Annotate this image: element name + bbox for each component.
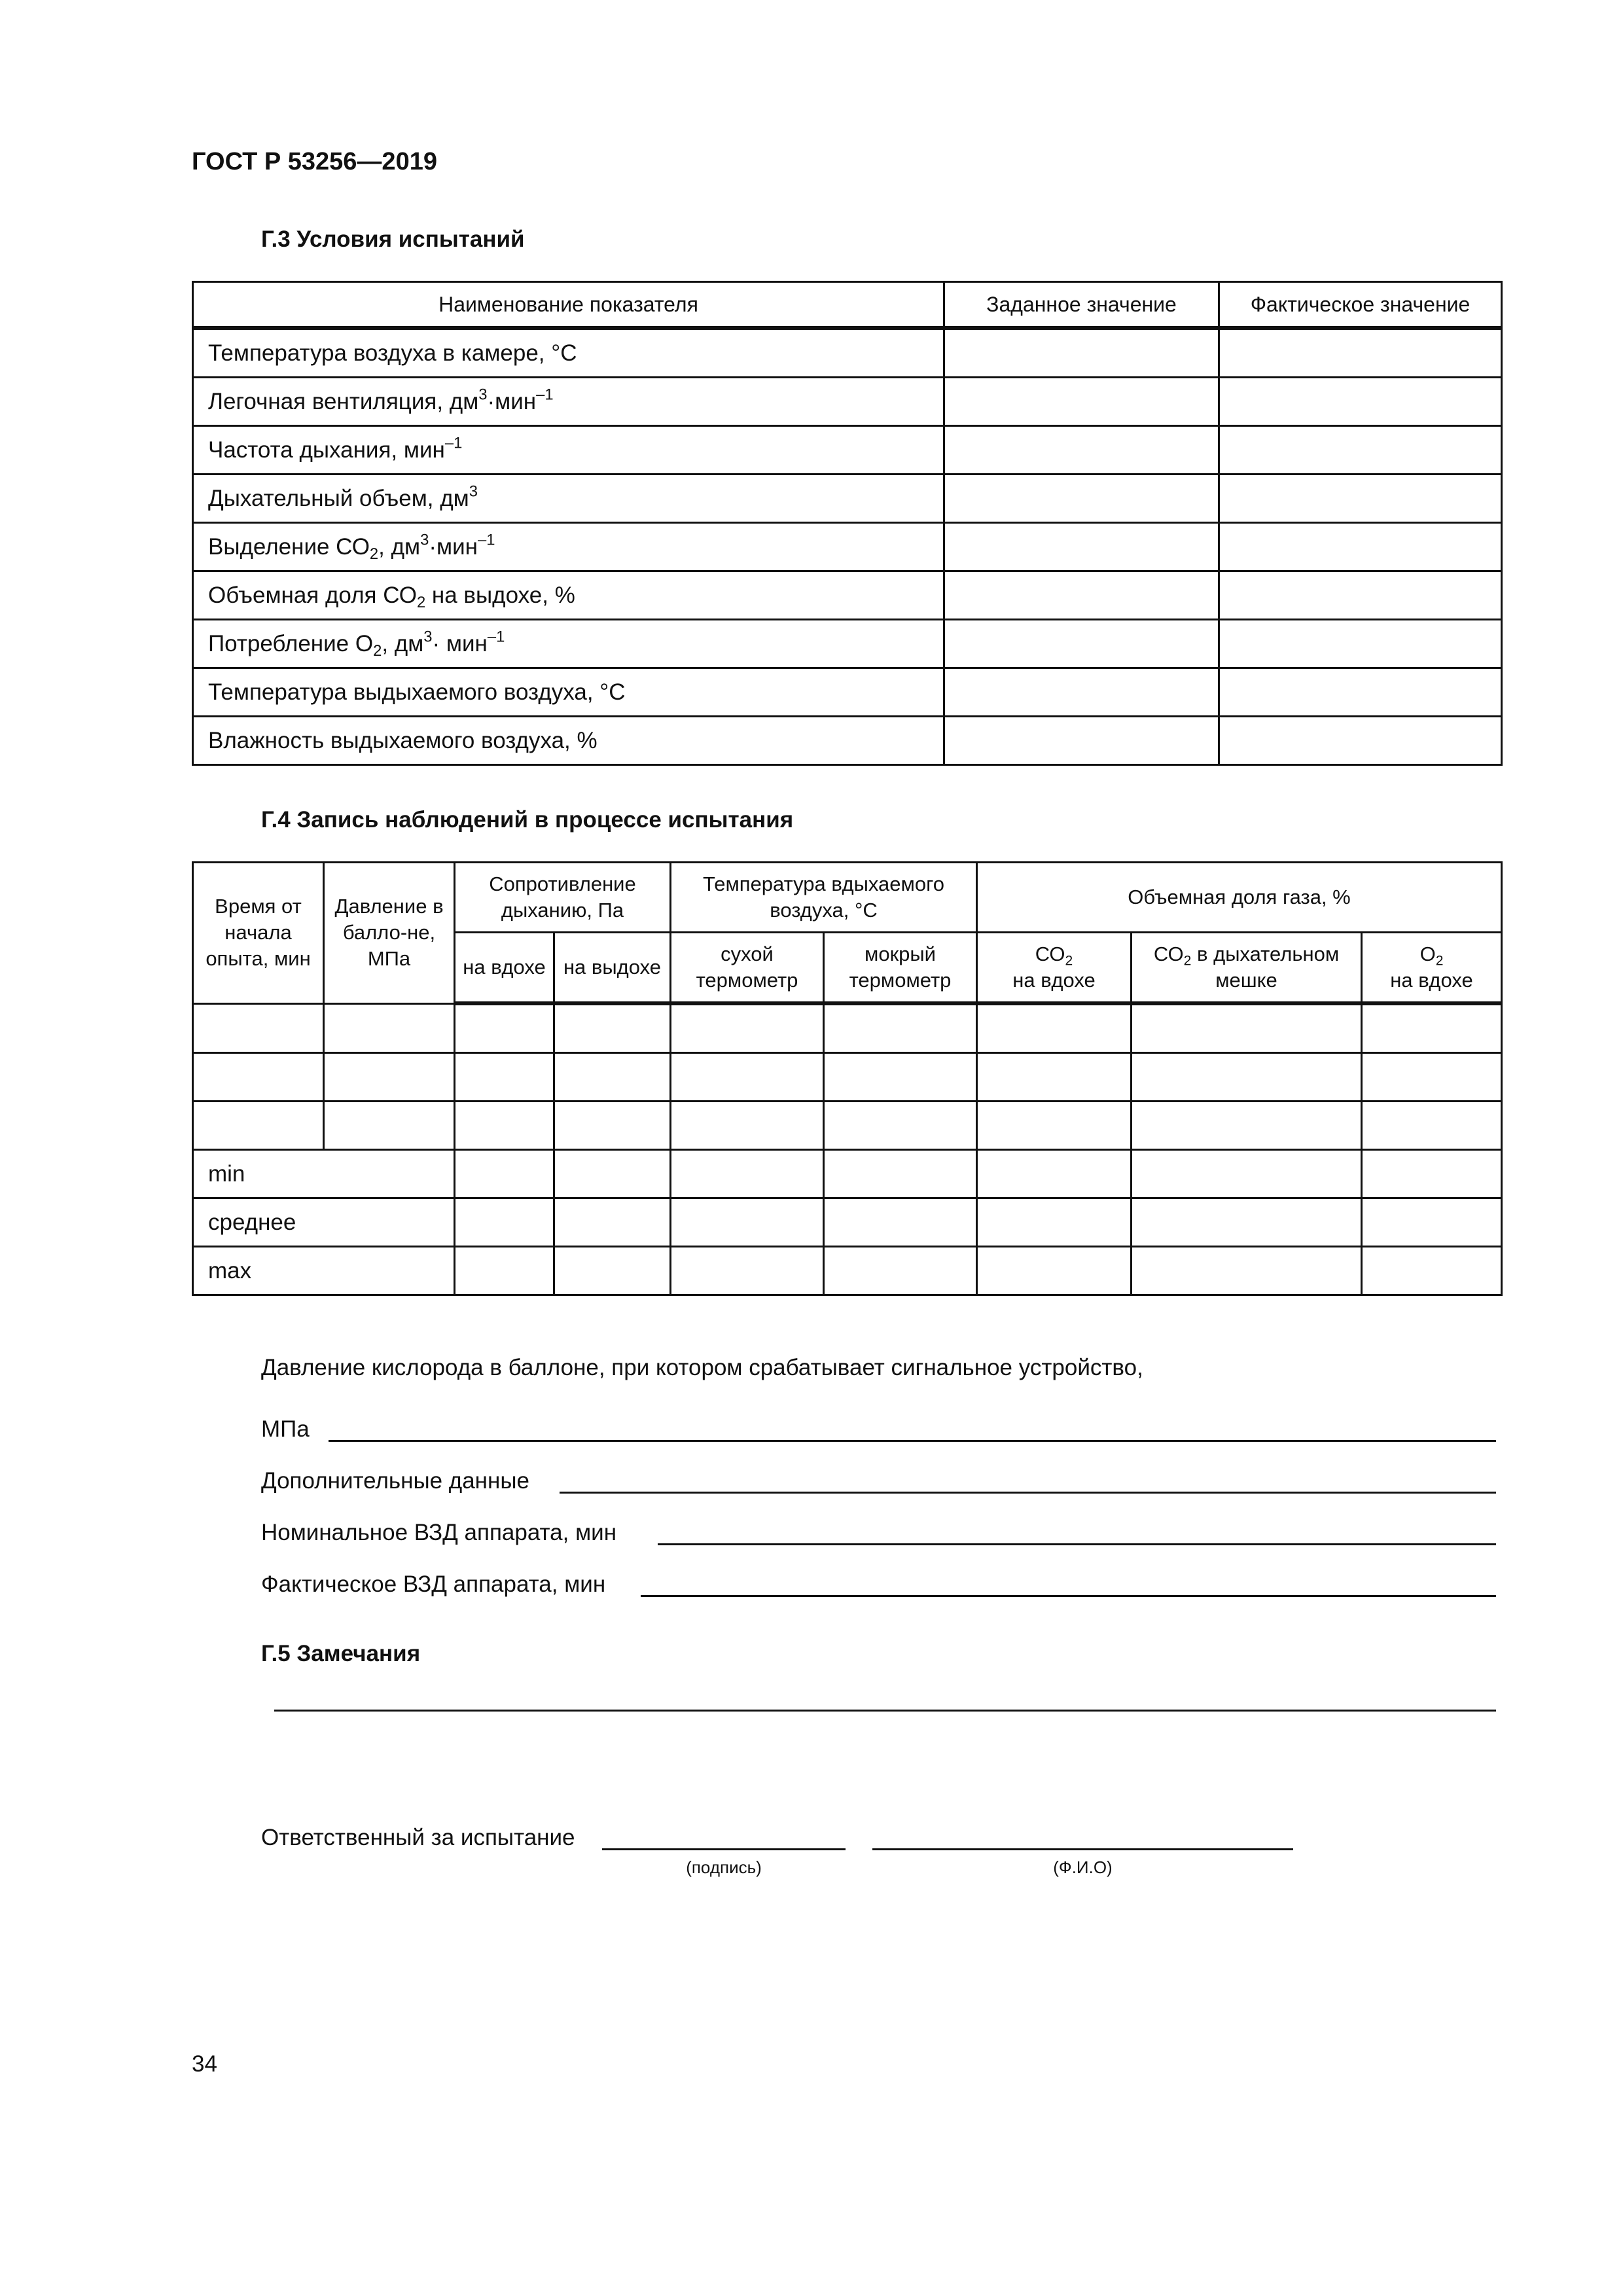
data-cell[interactable] [193,1102,324,1150]
data-cell[interactable] [554,1198,671,1247]
col-header-temp-wet: мокрый термометр [824,933,977,1004]
indicator-name: Объемная доля $СО_2$ на выдохе, % [193,571,944,620]
data-cell[interactable] [1362,1198,1502,1247]
document-id: ГОСТ Р 53256—2019 [192,148,437,175]
col-header-co2-bag: $СО_2$ в дыхательном мешке [1132,933,1362,1004]
col-header-actual: Фактическое значение [1219,282,1502,329]
data-cell[interactable] [455,1003,554,1053]
col-header-time: Время от начала опыта, мин [193,863,324,1004]
conditions-table [192,281,1503,766]
data-cell[interactable] [1132,1247,1362,1295]
data-cell[interactable] [1132,1198,1362,1247]
indicator-name: Влажность выдыхаемого воздуха, % [193,717,944,765]
table-row [193,1003,1502,1053]
table-row [193,668,1502,717]
data-cell[interactable] [1132,1053,1362,1102]
indicator-name: Температура воздуха в камере, °С [193,328,944,378]
mpa-label: МПа [261,1416,310,1442]
nominal-time-label: Номинальное ВЗД аппарата, мин [261,1520,617,1545]
indicator-name: Дыхательный объем, $дм^3$ [193,475,944,523]
data-cell[interactable] [324,1053,455,1102]
data-cell[interactable] [455,1198,554,1247]
data-cell[interactable] [824,1003,977,1053]
summary-row-mean [193,1198,1502,1247]
actual-value-cell[interactable] [1219,571,1502,620]
responsible-label: Ответственный за испытание [261,1825,575,1850]
data-cell[interactable] [554,1003,671,1053]
data-cell[interactable] [455,1102,554,1150]
data-cell[interactable] [1362,1003,1502,1053]
data-cell[interactable] [824,1247,977,1295]
table-row [193,620,1502,668]
actual-time-label: Фактическое ВЗД аппарата, мин [261,1571,606,1597]
full-name-input-line[interactable] [872,1848,1293,1850]
table-row [193,571,1502,620]
actual-value-cell[interactable] [1219,620,1502,668]
col-header-resistance-in: на вдохе [455,933,554,1004]
target-value-cell[interactable] [944,717,1219,765]
data-cell[interactable] [1362,1053,1502,1102]
data-cell[interactable] [824,1102,977,1150]
target-value-cell[interactable] [944,426,1219,475]
summary-label: min [193,1150,455,1198]
data-cell[interactable] [1132,1003,1362,1053]
table-row [193,717,1502,765]
data-cell[interactable] [1362,1150,1502,1198]
data-cell[interactable] [1362,1247,1502,1295]
target-value-cell[interactable] [944,668,1219,717]
indicator-name: Частота дыхания, мин$^{-1}$ [193,426,944,475]
table-row [193,328,1502,378]
data-cell[interactable] [977,1247,1132,1295]
data-cell[interactable] [324,1003,455,1053]
target-value-cell[interactable] [944,328,1219,378]
full-name-caption: (Ф.И.О) [1053,1857,1113,1877]
col-header-temp-dry: сухой термометр [671,933,824,1004]
signature-caption: (подпись) [686,1857,762,1877]
data-cell[interactable] [554,1150,671,1198]
data-cell[interactable] [824,1198,977,1247]
page-number: 34 [192,2051,217,2077]
target-value-cell[interactable] [944,571,1219,620]
data-cell[interactable] [977,1102,1132,1150]
oxygen-pressure-intro: Давление кислорода в баллоне, при котором срабатывает сигнальное устройство, [261,1355,1143,1380]
table-row [193,523,1502,571]
signature-input-line[interactable] [602,1848,846,1850]
data-cell[interactable] [193,1003,324,1053]
data-cell[interactable] [977,1150,1132,1198]
data-cell[interactable] [455,1053,554,1102]
table-row [193,378,1502,426]
indicator-name: Выделение $СО_2$, $дм^3\cdot мин^{-1}$ [193,523,944,571]
target-value-cell[interactable] [944,620,1219,668]
summary-label: среднее [193,1198,455,1247]
data-cell[interactable] [193,1053,324,1102]
col-header-indicator: Наименование показателя [193,282,944,329]
data-cell[interactable] [671,1053,824,1102]
col-header-target: Заданное значение [944,282,1219,329]
data-cell[interactable] [455,1150,554,1198]
col-header-resistance: Сопротивление дыханию, Па [455,863,671,933]
nominal-time-input-line[interactable] [658,1543,1496,1545]
data-cell[interactable] [554,1102,671,1150]
summary-row-min [193,1150,1502,1198]
data-cell[interactable] [671,1247,824,1295]
data-cell[interactable] [824,1053,977,1102]
data-cell[interactable] [554,1247,671,1295]
indicator-name: Потребление $О_2$, $дм^3\cdot мин^{-1}$ [193,620,944,668]
indicator-name: Температура выдыхаемого воздуха, °С [193,668,944,717]
col-header-pressure: Давление в балло-не, МПа [324,863,455,1004]
target-value-cell[interactable] [944,523,1219,571]
data-cell[interactable] [671,1102,824,1150]
data-cell[interactable] [671,1003,824,1053]
table-row [193,426,1502,475]
data-cell[interactable] [1132,1150,1362,1198]
summary-label: max [193,1247,455,1295]
mpa-input-line[interactable] [329,1440,1496,1442]
col-header-gas: Объемная доля газа, % [977,863,1502,933]
data-cell[interactable] [455,1247,554,1295]
extra-data-label: Дополнительные данные [261,1468,529,1494]
actual-value-cell[interactable] [1219,475,1502,523]
observations-table [192,861,1503,1296]
data-cell[interactable] [824,1150,977,1198]
observations-header-row [193,863,1502,933]
extra-data-input-line[interactable] [560,1492,1496,1494]
target-value-cell[interactable] [944,475,1219,523]
data-cell[interactable] [554,1053,671,1102]
actual-time-input-line[interactable] [641,1595,1496,1597]
data-cell[interactable] [977,1198,1132,1247]
data-cell[interactable] [671,1150,824,1198]
actual-value-cell[interactable] [1219,523,1502,571]
col-header-co2-in: $СО_2$ на вдохе [977,933,1132,1004]
data-cell[interactable] [977,1053,1132,1102]
data-cell[interactable] [977,1003,1132,1053]
table-row [193,1053,1502,1102]
remarks-input-line[interactable] [274,1710,1496,1712]
actual-value-cell[interactable] [1219,426,1502,475]
table-row [193,1102,1502,1150]
data-cell[interactable] [1362,1102,1502,1150]
actual-value-cell[interactable] [1219,668,1502,717]
actual-value-cell[interactable] [1219,717,1502,765]
table-row [193,475,1502,523]
data-cell[interactable] [1132,1102,1362,1150]
indicator-name: Легочная вентиляция, $дм^3\cdot мин^{-1}$ [193,378,944,426]
section-g5-title: Г.5 Замечания [261,1641,421,1666]
col-header-temperature: Температура вдыхаемого воздуха, °С [671,863,977,933]
conditions-header-row [193,282,1502,329]
section-g4-title: Г.4 Запись наблюдений в процессе испытания [261,807,794,833]
col-header-resistance-out: на выдохе [554,933,671,1004]
col-header-o2-in: $О_2$ на вдохе [1362,933,1502,1004]
actual-value-cell[interactable] [1219,378,1502,426]
actual-value-cell[interactable] [1219,328,1502,378]
data-cell[interactable] [324,1102,455,1150]
summary-row-max [193,1247,1502,1295]
data-cell[interactable] [671,1198,824,1247]
target-value-cell[interactable] [944,378,1219,426]
section-g3-title: Г.3 Условия испытаний [261,226,525,252]
